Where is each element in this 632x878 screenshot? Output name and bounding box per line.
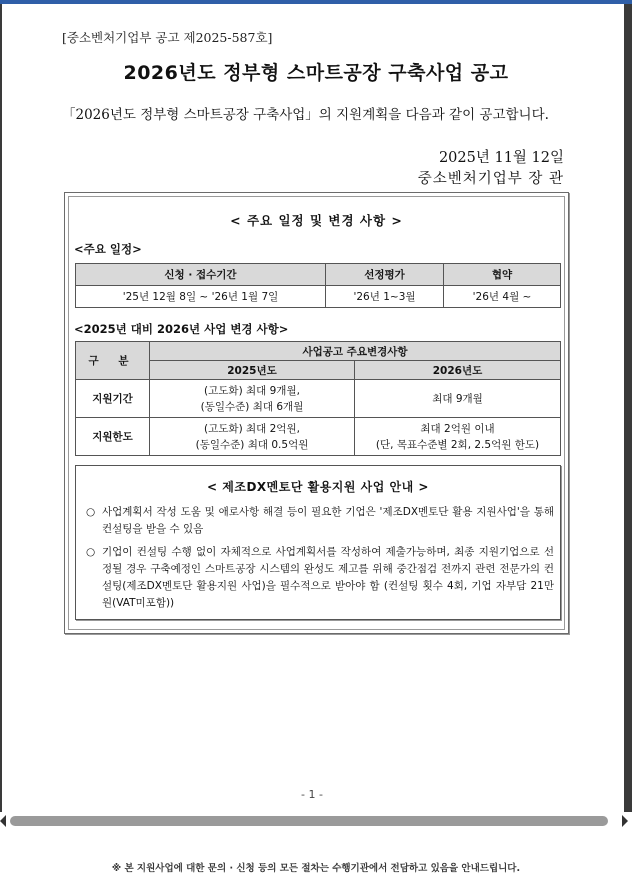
horizontal-scrollbar[interactable]	[0, 812, 632, 830]
notice-date: 2025년 11월 12일	[438, 150, 564, 166]
col-2025-header: 2025년도	[150, 361, 355, 380]
changes-label: <2025년 대비 2026년 사업 변경 사항>	[74, 322, 289, 336]
period-2025-line2: (동일수준) 최대 6개월	[200, 400, 304, 413]
page-number: - 1 -	[301, 788, 323, 801]
schedule-header-agreement: 협약	[444, 264, 561, 286]
intro-paragraph: 「2026년도 정부형 스마트공장 구축사업」의 지원계획을 다음과 같이 공고합니다.	[62, 107, 549, 123]
summary-box-inner	[68, 196, 565, 630]
triangle-left-icon[interactable]	[0, 815, 6, 827]
schedule-table	[75, 263, 561, 308]
guide-title: < 제조DX멘토단 활용지원 사업 안내 >	[207, 480, 429, 494]
limit-2026-line2: (단, 목표수준별 2회, 2.5억원 한도)	[375, 438, 540, 451]
schedule-header-apply: 신청 · 접수기간	[76, 264, 326, 286]
table-row	[76, 418, 561, 456]
limit-2026-cell	[355, 418, 561, 456]
period-2026-cell	[355, 380, 561, 418]
summary-box-title: < 주요 일정 및 변경 사항 >	[230, 213, 403, 228]
table-row	[76, 342, 561, 361]
mentoring-guide-box	[75, 465, 561, 620]
col-2026-header: 2026년도	[355, 361, 561, 380]
limit-2025-cell	[150, 418, 355, 456]
table-row	[76, 264, 561, 286]
page-left-edge	[0, 4, 2, 812]
schedule-label: <주요 일정>	[74, 242, 142, 256]
schedule-value-agreement: '26년 4월 ~	[444, 286, 561, 308]
table-row	[76, 286, 561, 308]
row-label-limit: 지원한도	[76, 418, 150, 456]
schedule-value-apply: '25년 12월 8일 ~ '26년 1월 7일	[76, 286, 326, 308]
footer-note: ※ 본 지원사업에 대한 문의 · 신청 등의 모든 절차는 수행기관에서 전담하고 있음을 안내드립니다.	[111, 863, 521, 874]
triangle-right-icon[interactable]	[622, 815, 628, 827]
limit-2025-line1: (고도화) 최대 2억원,	[204, 422, 300, 435]
changes-table	[75, 341, 561, 456]
document-title: 2026년도 정부형 스마트공장 구축사업 공고	[123, 62, 509, 84]
scrollbar-thumb[interactable]	[10, 816, 608, 826]
schedule-value-eval: '26년 1~3월	[326, 286, 444, 308]
guide-bullet-1-text: 사업계획서 작성 도움 및 애로사항 해결 등이 필요한 기업은 '제조DX멘토단 활용 지원사업'을 통해 컨설팅을 받을 수 있음	[102, 506, 554, 535]
schedule-header-eval: 선정평가	[326, 264, 444, 286]
guide-bullet-1	[86, 504, 554, 538]
limit-2025-line2: (동일수준) 최대 0.5억원	[195, 438, 309, 451]
circle-bullet-icon: ○	[86, 506, 96, 518]
period-2025-line1: (고도화) 최대 9개월,	[204, 384, 300, 397]
gubun-header: 구 분	[76, 342, 150, 380]
issuer-name: 중소벤처기업부 장 관	[417, 171, 564, 187]
guide-bullet-2-text: 기업이 컨설팅 수행 없이 자체적으로 사업계획서를 작성하여 제출가능하며, 최종 지원기업으로 선정될 경우 구축예정인 스마트공장 시스템의 완성도 제고를 위해 중간점검 전까지 관련 전문가의 컨설팅(제조DX멘토단 활용지원 사업)을 필수적으로 받아야 함 (컨설팅 횟수 4회, 기업 자부담 21만원(VAT미포함))	[102, 546, 554, 609]
table-row	[76, 380, 561, 418]
guide-bullet-2	[86, 544, 554, 612]
circle-bullet-icon: ○	[86, 546, 96, 558]
limit-2026-line1: 최대 2억원 이내	[420, 422, 495, 435]
summary-box	[64, 192, 569, 634]
notice-number: [중소벤처기업부 공고 제2025-587호]	[62, 30, 273, 45]
vertical-scrollbar[interactable]	[624, 4, 632, 812]
period-2025-cell	[150, 380, 355, 418]
changes-group-header: 사업공고 주요변경사항	[150, 342, 561, 361]
row-label-period: 지원기간	[76, 380, 150, 418]
period-2026-line1: 최대 9개월	[432, 392, 483, 405]
